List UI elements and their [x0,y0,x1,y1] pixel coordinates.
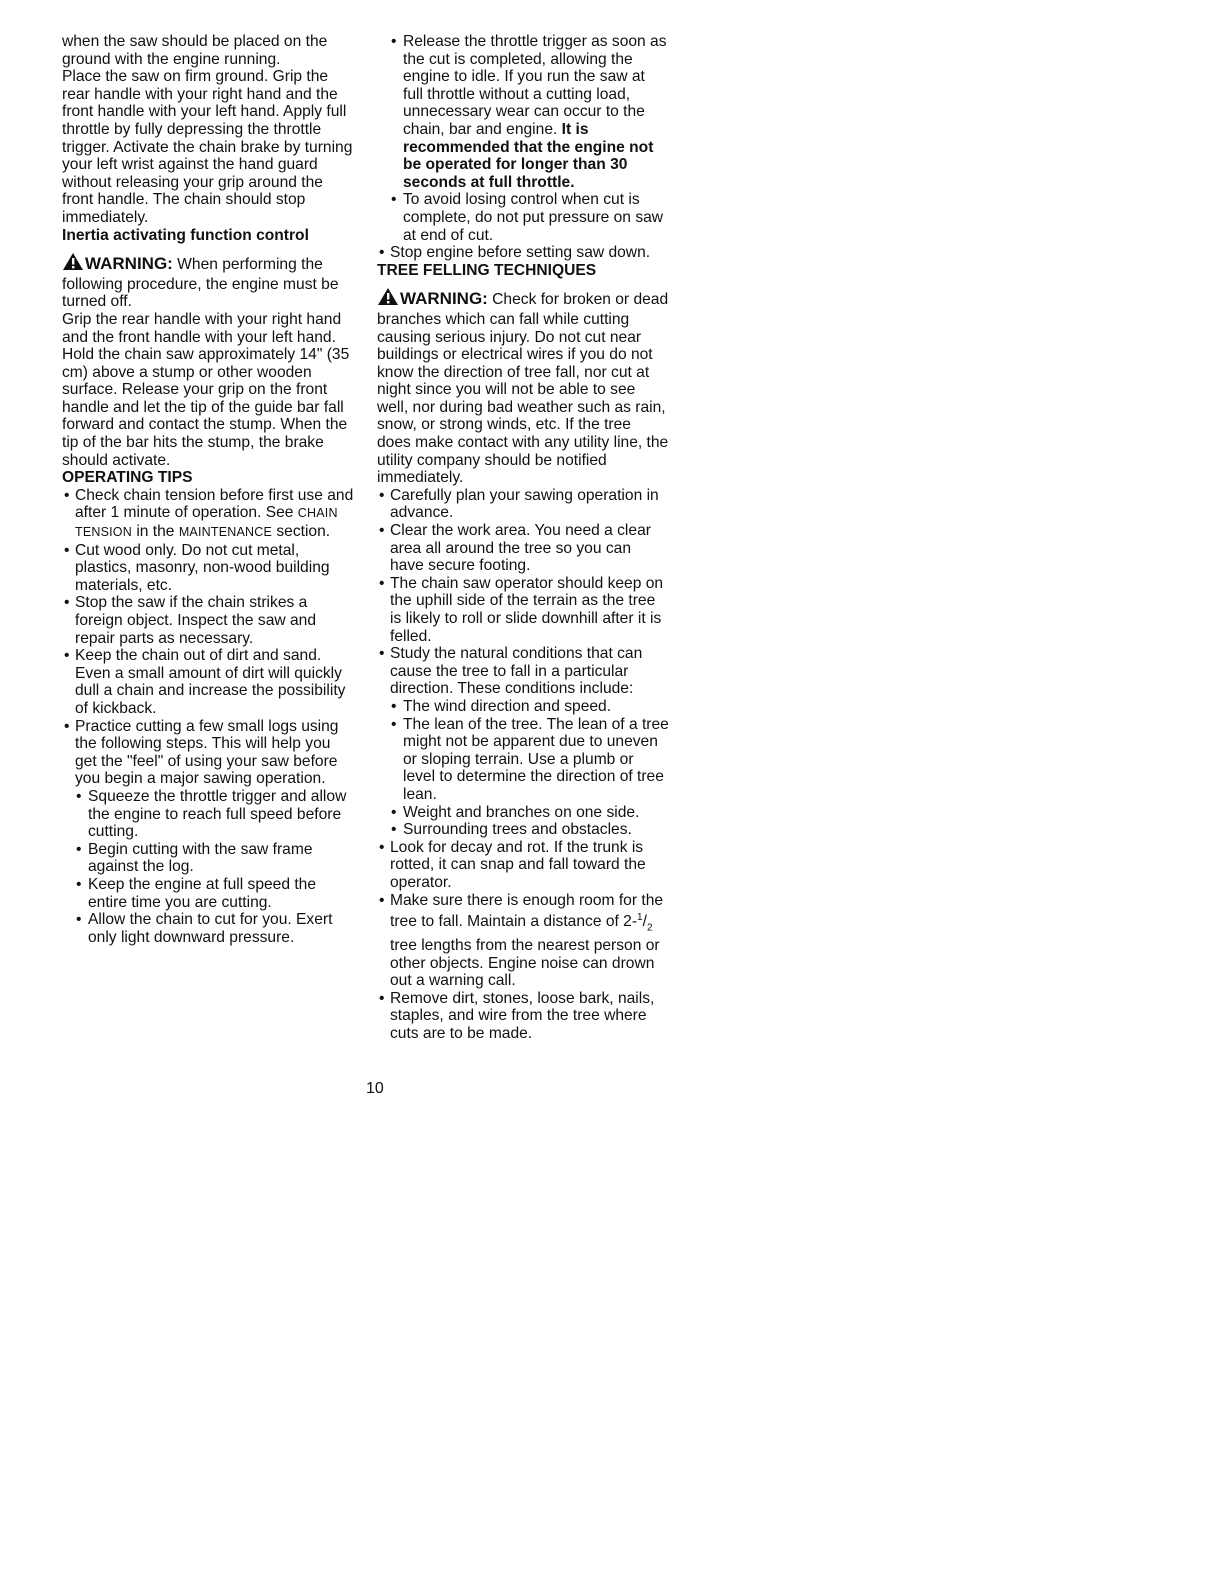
left-column [62,33,354,946]
intro-text: when the saw should be placed on the ground with the engine running. [62,33,328,68]
list-item: • Squeeze the throttle trigger and allow the engine to reach full speed before cutting. [75,788,354,841]
warning-text: When performing the following procedure, the engine must be turned off. [62,256,339,311]
page-number: 10 [366,1080,384,1097]
inertia-procedure-text: Grip the rear handle with your right hand and the front handle with your left hand. Hold the chain saw approximately 14" (35 cm) above a stump or other wooden surface. Release your grip on the front handle and let the tip of the guide bar fall forward and contact the stump. When the tip of the bar hits the stump, the brake should activate. [62,310,350,469]
operating-tips-heading: OPERATING TIPS [62,469,193,487]
warning-triangle-icon [377,287,399,311]
list-item: • Release the throttle trigger as soon as the cut is completed, allowing the engine to idle. If you run the saw at full throttle without a cutting load, unnecessary wear can occur to the chain, bar and engine. It is recommended that the engine not be operated for longer than 30 seconds at full throttle. [390,33,669,191]
practice-steps-continued [377,33,669,244]
list-item: • Clear the work area. You need a clear area all around the tree so you can have secure footing. [377,522,669,575]
list-item: • To avoid losing control when cut is complete, do not put pressure on saw at end of cut. [390,191,669,244]
list-item: • The lean of the tree. The lean of a tree might not be apparent due to uneven or sloping terrain. Use a plumb or level to determine the direction of tree lean. [390,716,669,804]
operating-tips-list [62,487,354,946]
list-item: • Stop the saw if the chain strikes a foreign object. Inspect the saw and repair parts as necessary. [62,594,354,647]
felling-list [377,487,669,1043]
warning-text: Check for broken or dead branches which can fall while cutting causing serious injury. Do not cut near buildings or electrical wires if you do not know the direction of tree fall, nor cut at night since you will not be able to see well, nor during bad weather such as rain, snow, or strong winds, etc. If the tree does make contact with any utility line, the utility company should be notified immediately. [377,291,669,487]
list-item: • Allow the chain to cut for you. Exert only light downward pressure. [75,911,354,946]
list-item: • Stop engine before setting saw down. [377,244,669,262]
inertia-heading: Inertia activating function control [62,226,309,244]
warning-label: WARNING: [85,254,173,274]
chain-brake-test-text: Place the saw on firm ground. Grip the rear handle with your right hand and the front handle with your left hand. Apply full throttle by fully depressing the throttle trigger. Activate the chain brake by turning your left wrist against the hand guard without releasing your grip around the front handle. The chain should stop immediately. [62,68,353,226]
list-item: • The wind direction and speed. [390,698,669,716]
list-item: • The chain saw operator should keep on the uphill side of the terrain as the tree is likely to roll or slide downhill after it is felled. [377,575,669,645]
list-item: • Cut wood only. Do not cut metal, plastics, masonry, non-wood building materials, etc. [62,542,354,595]
list-item: • Remove dirt, stones, loose bark, nails, staples, and wire from the tree where cuts are to be made. [377,990,669,1043]
warning-label: WARNING: [400,289,488,309]
operating-tips-continued [377,244,669,262]
warning-block-right [377,287,669,487]
right-column [377,33,669,1043]
list-item: • Carefully plan your sawing operation in advance. [377,487,669,522]
list-item: • Make sure there is enough room for the tree to fall. Maintain a distance of $2-^1/_2$ tree lengths from the nearest person or other objects. Engine noise can drown out a warning call. [377,892,669,990]
list-item: • Begin cutting with the saw frame against the log. [75,841,354,876]
list-item: • Keep the engine at full speed the entire time you are cutting. [75,876,354,911]
tree-felling-heading: TREE FELLING TECHNIQUES [377,261,597,279]
list-item: • Surrounding trees and obstacles. [390,821,669,839]
warning-triangle-icon [62,252,84,276]
conditions-list [390,698,669,839]
list-item: • Look for decay and rot. If the trunk is rotted, it can snap and fall toward the operator. [377,839,669,892]
list-item: • Study the natural conditions that can cause the tree to fall in a particular direction. These conditions include: • The wind direction and speed. • The lean of the tree. The lean of a tree might not be apparent due to uneven or sloping terrain. Use a plumb or level to determine the direction of tree lean. • Weight and branches on one side. • Surrounding trees and obstacles. [377,645,669,839]
warning-block-left [62,252,354,311]
list-item: • Check chain tension before first use and after 1 minute of operation. See CHAIN TENSION in the MAINTENANCE section. [62,487,354,542]
list-item: • Weight and branches on one side. [390,804,669,822]
practice-steps-list [75,788,354,946]
list-item: • Keep the chain out of dirt and sand. Even a small amount of dirt will quickly dull a chain and increase the possibility of kickback. [62,647,354,717]
list-item: • Practice cutting a few small logs using the following steps. This will help you get the "feel" of using your saw before you begin a major sawing operation. • Squeeze the throttle trigger and allow the engine to reach full speed before cutting. • Begin cutting with the saw frame against the log. • Keep the engine at full speed the entire time you are cutting. • Allow the chain to cut for you. Exert only light downward pressure. [62,718,354,947]
